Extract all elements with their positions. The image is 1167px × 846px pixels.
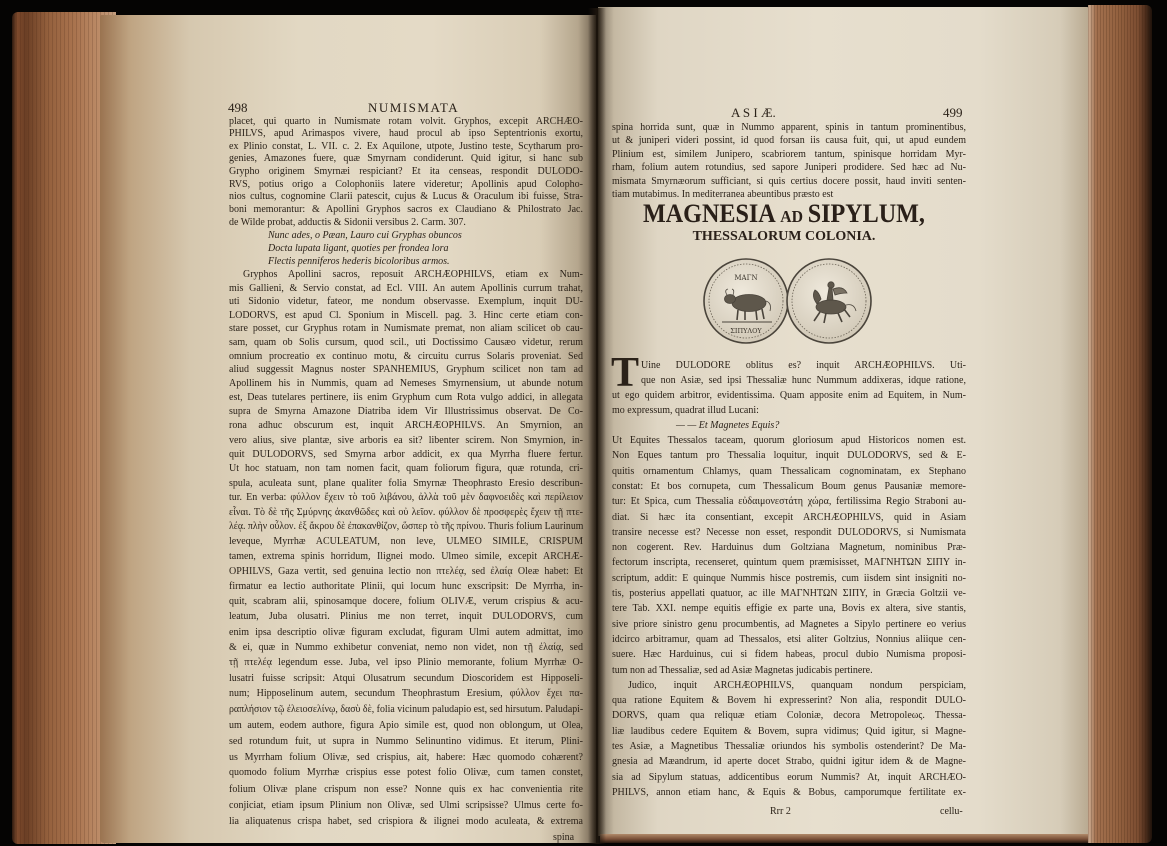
left-text-line: leatum, Juba olusatri. Plinius me non terret, inquit DULODORVS, cum bbox=[229, 611, 583, 623]
left-text-line: quit, scabram alii, spinosamque docere, folium OLIVÆ, verum crispius & acu- bbox=[229, 596, 583, 608]
left-text-line: num; Hipposelinum autem, secundum Theophrastum Eresium, φύλλον ἔχει πα- bbox=[229, 688, 583, 700]
right-text-line: tere Tab. XXI. nempe equitis effigie ex parte una, Bovis ex altera, sive stantis, bbox=[612, 603, 966, 615]
coin-legend-top: ΜΑΓΝ bbox=[734, 274, 758, 282]
left-text-line: enim ipsa descriptio olivæ figuram excludat, figuram Ulmi autem admittat, imo bbox=[229, 626, 583, 638]
left-text-line: PHILVS, apud Arimaspos vivere, haud procul ab ipso Septentrionis exortu, bbox=[229, 128, 583, 140]
left-text-line: Grypho originem Smyrnæi respiciant? Et ita censeas, respondit DULODO- bbox=[229, 165, 583, 177]
right-text-line: que non Asiæ, sed ipsi Thessaliæ hunc Nummum addixeras, idque ratione, bbox=[641, 375, 966, 386]
left-text-line: sed rotundum fuit, ut supra in Nummo Selinuntino vidimus. Et iterum, Plini- bbox=[229, 735, 583, 747]
right-text-line: sive priore sinistro genu procumbentis, ad Magnetes a Sipylo pertinere eo verius bbox=[612, 618, 966, 630]
coin-illustrations bbox=[700, 254, 920, 348]
left-text-line: um autem, eodem authore, figura Apio simile est, quod non oblongum, ut Olea, bbox=[229, 719, 583, 731]
right-text-line: Ut Equites Thessalos taceam, quorum gloriosum apud Historicos nomen est. bbox=[612, 435, 966, 446]
drop-cap: T bbox=[611, 350, 640, 396]
left-page-number: 498 bbox=[228, 100, 248, 115]
section-title bbox=[643, 199, 925, 229]
title-main: MAGNESIA bbox=[643, 199, 776, 228]
right-text-line: mo expressum, quadrat illud Lucani: bbox=[612, 405, 759, 416]
left-text-line: est, Deas tutelares pertinere, iis enim Gryphum cum Rota vulgo addici, in allegata bbox=[229, 392, 583, 404]
right-text-line: fectorum inscripta, recenseret, quintum quem præmisisset, ΜΑΓΝΗΤΩΝ ΣΙΠΥ in- bbox=[612, 557, 966, 569]
right-text-line: constat: Et bos cornupeta, cum Thessalicum Boum genus Pausaniæ memore- bbox=[612, 480, 966, 492]
right-text-line: mismata Smyrnæorum sufficiant, si quis certius docere possit, haud inviti senten- bbox=[612, 175, 966, 187]
left-text-line: vero alius, sive plantæ, sive arboris ea sit? libenter scirem. Non Smyrnion, in- bbox=[229, 434, 583, 446]
left-text-line: stare posset, cur Gryphus rotam in Numismate premat, non aliam scilicet ob cau- bbox=[229, 323, 583, 335]
right-text-line: Non Eques tantum pro Thessalia loquitur, inquit DULODORVS, sed & E- bbox=[612, 450, 966, 462]
right-text-line: diat. Si hæc ita consentiant, excepit ARCHÆOPHILVS, quid in Asiam bbox=[612, 511, 966, 523]
signature-mark: Rrr 2 bbox=[770, 806, 791, 817]
lucan-quote: — — Et Magnetes Equis? bbox=[676, 420, 780, 431]
verse-line: Flectis penniferos hederis bicoloribus armos. bbox=[268, 256, 450, 268]
left-text-line: ex Plinio constat, L. VII. c. 2. Ex Aquilone, utpote, Justino teste, Scytharum pro- bbox=[229, 140, 583, 152]
left-text-line: sam, quam ob Solis cursum, quod scil., uti Doctissimo Causæo videtur, rerum bbox=[229, 336, 583, 348]
right-text-line: tes Asiæ, a Magnetibus Thessaliæ oriundos his symbolis ostenderint? De Ma- bbox=[612, 741, 966, 752]
right-text-line: Plinium est, similem Junipero, scabriorem tantum, spinisque horridam Myr- bbox=[612, 148, 966, 160]
left-text-line: OPHILVS, Gaza vertit, sed genuina lectio non πτελέᾳ, sed ἐλαίᾳ Oleæ habet: Et bbox=[229, 566, 583, 577]
right-text-line: spina horrida sunt, quæ in Nummo apparent, spinis in tantum prominentibus, bbox=[612, 122, 966, 133]
left-text-line: aliud suggessit Magnus noster SPANHEMIUS, Gryphum scilicet non tam ad bbox=[229, 364, 583, 376]
right-text-line: scriptum, addit: E quinque Nummis hisce postremis, cum iisdem sint insigniti no- bbox=[612, 572, 966, 584]
left-text-line: rona adhuc obscurum est, inquit ARCHÆOPHILVS. An Smyrnion, an bbox=[229, 420, 583, 432]
left-text-line: us Myrrham folium Olivæ, sed crispius, ait, habere: Hæc quomodo cohærent? bbox=[229, 751, 583, 763]
right-catchword: cellu- bbox=[940, 806, 963, 817]
left-text-line: RVS, potius origo a Colophoniis latere videretur; Apollinis apud Colopho- bbox=[229, 178, 583, 190]
right-page-number: 499 bbox=[943, 105, 963, 120]
left-text-line: quit DULODORVS, sed Smyrna arbor addicit, ex qua Myrrha fluere fertur. bbox=[229, 448, 583, 460]
right-text-line: DORVS, quam qua reliquæ etiam Coloniæ, decora Metropoleως. Thessa- bbox=[612, 710, 966, 722]
left-text-line: nios cultus, cognomine Clarii patescit, cujus & Lucus & Oraculum ibi fuisse, Stra- bbox=[229, 191, 583, 203]
right-text-line: idcirco arbitramur, quam ad Thessalos, etsi aliter Goltzius, Nonnius aliique cen- bbox=[612, 633, 966, 645]
left-text-line: leveque, Myrrhæ ACULEATUM, non leve, ULMEO SIMILE, CRISPUM bbox=[229, 536, 583, 548]
left-text-line: Ut hoc statuam, non tam nomen facit, quam foliorum figura, quæ rotunda, cri- bbox=[229, 463, 583, 475]
right-running-head: A S I Æ. bbox=[731, 105, 776, 120]
left-text-line: conjiciat, etiam ipsum Plinium non Olivæ, sed Ulmi scripsisse? Ulmus certe fo- bbox=[229, 799, 583, 811]
right-text-line: qua ratione Equitem & Bovem hi expresserint? Non alia, respondit DULO- bbox=[612, 695, 966, 707]
right-text-line: ut & juniperi videri possint, id quod forsan iis causa fuit, qui, ut apud eundem bbox=[612, 135, 966, 147]
right-text-line: Judico, inquit ARCHÆOPHILVS, quanquam nondum perspiciam, bbox=[628, 679, 966, 691]
verse-line: Docta lupata ligant, quoties per frondea lora bbox=[268, 243, 449, 255]
left-text-line: λέᾳ. πλὴν οὖλον. ἐξ ἄκρου δὲ ἐπακανθίζον, ὥσπερ τὸ τῆς πρίνου. Thuris folium Laurinum bbox=[229, 521, 584, 533]
left-catchword: spina bbox=[553, 832, 575, 844]
left-text-line: Apollinem his in Nummis, quam ad Nemeses Smyrnensium, ut abunde notum bbox=[229, 378, 583, 390]
title-ad: AD bbox=[780, 207, 804, 226]
left-text-line: de Wilde probat, adductis & Sidonii versibus 2. Carm. 307. bbox=[229, 216, 466, 228]
left-text-line: εἶναι. Τὸ δὲ τῆς Σμύρνης ἀκανθῶδες καὶ οὐ λεῖον. φύλλον δὲ προσφερὲς ἔχειν τῇ πτε- bbox=[229, 506, 583, 518]
left-text-line: placet, qui quarto in Numismate rotam volvit. Gryphos, excepit ARCHÆO- bbox=[229, 116, 583, 127]
right-text-line: non cogerent. Rev. Harduinus dum Goltziana Magnetum, nominibus Præ- bbox=[612, 542, 966, 554]
title-rest: SIPYLUM, bbox=[807, 199, 925, 228]
left-text-line: spula, aculeata sunt, plane qualiter folia Smyrnæ Theophrasto Eresio describun- bbox=[229, 477, 583, 489]
coin-legend-bottom: ΣΙΠΥΛΟΥ bbox=[730, 327, 762, 335]
right-text-line: gnesia ad Mæandrum, id aperte docet Strabo, quidni igitur idem & de Magne- bbox=[612, 756, 966, 768]
verse-line: Nunc ades, o Pæan, Lauro cui Gryphas obuncos bbox=[268, 229, 462, 241]
left-text-line: tamen, extrema spinis horridum, Ilignei modo. Ulmeo simile, excepit ARCHÆ- bbox=[229, 551, 583, 563]
left-text-line: folium Olivæ plane crispum non esse? Nonne quis ex hac convenientia rite bbox=[229, 783, 583, 795]
left-text-line: omnium procreatio ex continuo motu, & circuitu currus Solaris proveniat. Sed bbox=[229, 350, 583, 362]
left-text-line: boni memorantur: & Apollini Gryphos sacros ex Claudiano & Philostrato Jac. bbox=[229, 204, 583, 216]
right-text-line: Uine DULODORE oblitus es? inquit ARCHÆOPHILVS. Uti- bbox=[641, 360, 966, 371]
left-text-line: lia aliquatenus crispa habet, sed crispiora & ilignei modo aculeata, & extrema bbox=[229, 815, 583, 827]
right-text-line: quitis ornamentum Chlamys, quam Thessalicam cognominatam, ex Stephano bbox=[612, 465, 966, 477]
right-text-line: liæ laudibus cedere Equitem & Bovem, supra vidimus; Quid igitur, si Magne- bbox=[612, 725, 966, 737]
right-text-line: tur: Et Spica, cum Thessalia εὐδαιμονεστάτη χώρα, fertilissima Regio Straboni au- bbox=[612, 496, 966, 508]
right-text-line: rham, folium autem rotundius, sed sapore Juniperi prodidere. Sed hæc ad Nu- bbox=[612, 162, 966, 174]
right-text-line: sia ad Sipylum statuas, addicentibus eorum Nummis? At, inquit ARCHÆO- bbox=[612, 771, 966, 783]
left-text-line: Gryphos Apollini sacros, reposuit ARCHÆOPHILVS, etiam ex Num- bbox=[243, 269, 583, 281]
right-text-line: PHILVS, annon etiam hanc, & Equis & Bobus, camporumque fertilitate ex- bbox=[612, 786, 966, 798]
left-text-line: τῇ πτελέᾳ legendum esse. Juba, vel ipso Plinio memorante, folium Myrrhæ O- bbox=[229, 657, 583, 669]
coin-obverse bbox=[704, 259, 788, 343]
left-text-line: tur. En verba: φύλλον ἔχειν τὸ τοῦ λιβάνου, ἀλλὰ τοῦ μὲν δαφνοειδὲς καὶ περίλειον bbox=[229, 492, 583, 504]
left-text-line: ραπλήσιον τῷ ἐλειοσελίνῳ, δασὺ δὲ, folia vicinum paludapio est, sed hirsutum. Paludapi- bbox=[229, 704, 584, 716]
right-text-line: tis, posterius appellati quatuor, ac ille ΜΑΓΝΗΤΩΝ ΣΙΠΥ, in Græcia Goltzii ve- bbox=[612, 588, 966, 599]
left-text-line: & ei, quæ in Nummo exhibetur conveniat, nemo non videt, non τῇ ἐλαίᾳ, sed bbox=[229, 641, 583, 653]
left-running-head: NUMISMATA bbox=[368, 100, 460, 115]
right-text-line: transire necesse est? Necesse non esset, respondit DULODORVS, si Numismata bbox=[612, 526, 966, 538]
right-text-line: ut ego quidem arbitror, evidentissima. Quam apposite enim ad Equitem, in Num- bbox=[612, 390, 966, 401]
left-text-line: lusatri fuisse scripsit: Atqui Olusatrum secundum Dioscoridem est Hipposeli- bbox=[229, 672, 583, 684]
left-text-line: genies, Amazones fuere, quæ Smyrnam condiderunt. Quid igitur, si hanc sub bbox=[229, 153, 583, 165]
left-text-line: uti Sidonio videtur, fateor, me nondum observasse. Exemplum, inquit DU- bbox=[229, 296, 583, 308]
right-text-line: tum non ad Thessaliæ, sed ad Asiæ Magnetas judicabis pertinere. bbox=[612, 664, 873, 676]
left-text-line: mis Gallieni, & Servio constat, ad Ecl. VIII. An autem Apollinis currum trahat, bbox=[229, 282, 583, 294]
right-text-line: tiam mutabimus. In mediterranea abeuntibus præsto est bbox=[612, 189, 834, 200]
left-text-line: supra de Smyrna Amazone Diatriba idem Vir Illustrissimus observat. De Co- bbox=[229, 406, 583, 418]
left-text-line: quomodo folium Myrrhæ crispius esse potest folio Olivæ, cum tamen constet, bbox=[229, 767, 583, 779]
right-text-line: suere. Hæc Harduinus, cui si fidem habeas, procul dubio Numisma proposi- bbox=[612, 649, 966, 661]
left-text-line: firmatur ea lectio authoritate Plinii, qui locum hunc exscripsit: De Myrrha, in- bbox=[229, 581, 583, 593]
section-subtitle: THESSALORUM COLONIA. bbox=[692, 229, 876, 244]
coin-reverse bbox=[787, 259, 871, 343]
left-text-line: LODORVS, est apud Cl. Sponium in Miscell. pag. 3. Hinc certe etiam con- bbox=[229, 309, 583, 321]
